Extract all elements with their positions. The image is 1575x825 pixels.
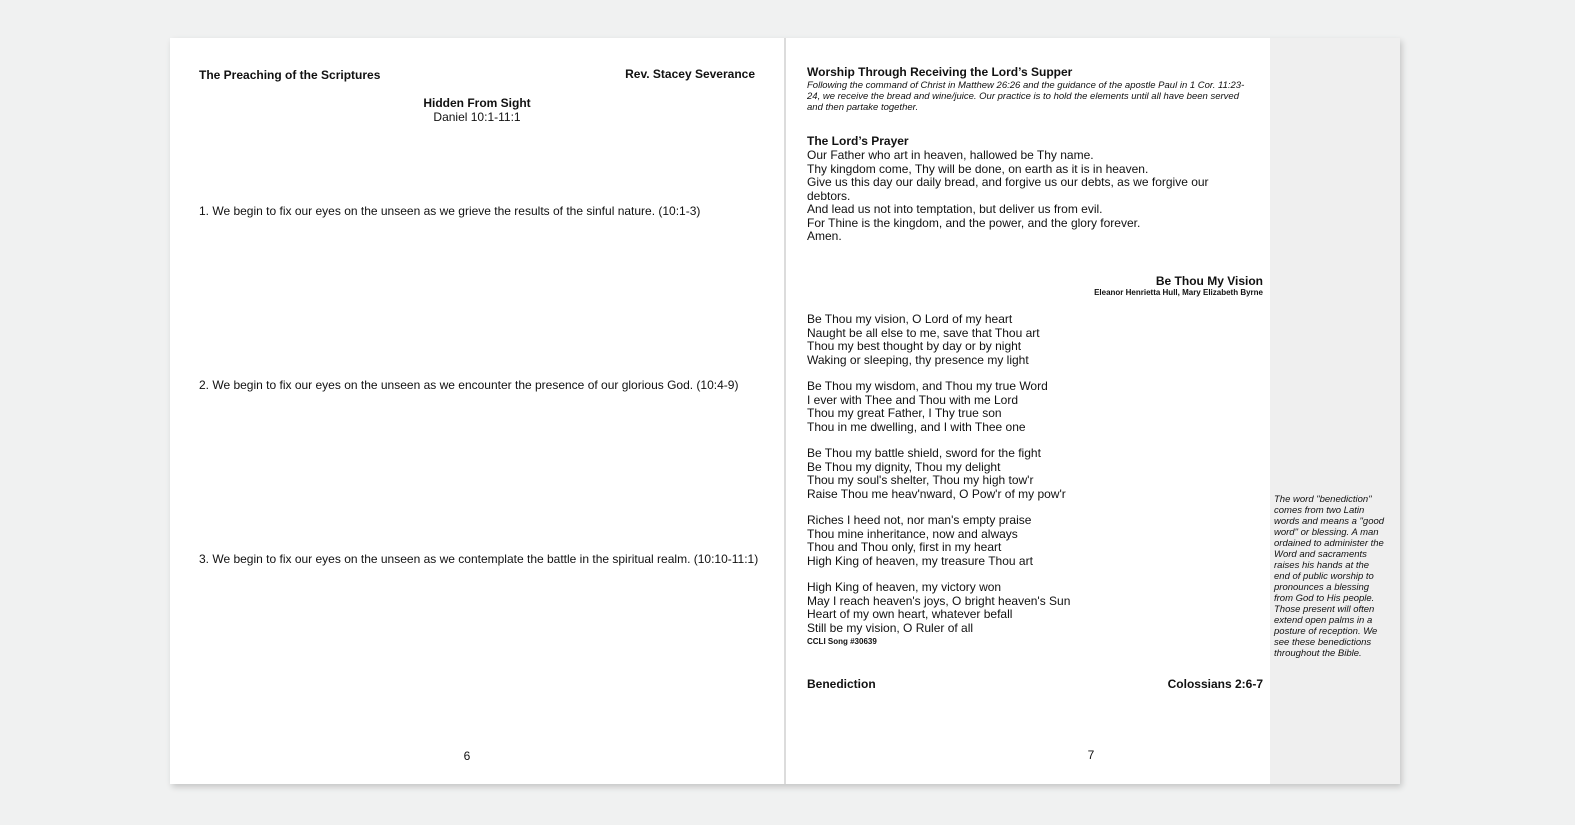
page-number: 7 (1087, 748, 1095, 762)
sermon-point: 3. We begin to fix our eyes on the unseen as we contemplate the battle in the spiritual realm. (10:10-11:1) (199, 552, 759, 566)
benediction-title: Benediction (807, 677, 876, 691)
sermon-point: 2. We begin to fix our eyes on the unseen as we encounter the presence of our glorious God. (10:4-9) (199, 378, 739, 392)
hymn-verse: Be Thou my wisdom, and Thou my true Word I ever with Thee and Thou with me Lord Thou my great Father, I Thy true son Thou in me dwelling, and I with Thee one (807, 379, 1048, 434)
prayer-text: Our Father who art in heaven, hallowed be Thy name. Thy kingdom come, Thy will be done, on earth as it is in heaven. Give us this day our daily bread, and forgive us our debts, as we forgive our debtors. And lead us not into temptation, but deliver us from evil. For Thine is the kingdom, and the power, and the glory forever. Amen. (807, 148, 1209, 243)
page-number: 6 (463, 749, 471, 763)
left-page (170, 38, 784, 784)
hymn-verse: Be Thou my vision, O Lord of my heart Naught be all else to me, save that Thou art Thou my best thought by day or by night Waking or sleeping, thy presence my light (807, 312, 1040, 367)
hymn-title: Be Thou My Vision (1155, 274, 1263, 288)
ccli-number: CCLI Song #30639 (807, 637, 877, 646)
prayer-title: The Lord’s Prayer (807, 134, 909, 148)
right-page (786, 38, 1270, 784)
hymn-verse: Riches I heed not, nor man's empty praise Thou mine inheritance, now and always Thou and Thou only, first in my heart High King of heaven, my treasure Thou art (807, 513, 1033, 568)
supper-title: Worship Through Receiving the Lord’s Supper (807, 65, 1073, 79)
benediction-scripture: Colossians 2:6-7 (1167, 677, 1263, 691)
sermon-title: Hidden From Sight (423, 96, 531, 110)
preacher-name: Rev. Stacey Severance (625, 67, 755, 81)
supper-description: Following the command of Christ in Matthew 26:26 and the guidance of the apostle Paul in 1 Cor. 11:23-24, we receive the bread and wine/juice. Our practice is to hold the elements until all have been served and then partake together. (807, 80, 1245, 113)
hymn-verse: High King of heaven, my victory won May I reach heaven's joys, O bright heaven's Sun Heart of my own heart, whatever befall Still be my vision, O Ruler of all (807, 580, 1071, 635)
bulletin-spread (170, 38, 1400, 784)
sermon-point: 1. We begin to fix our eyes on the unseen as we grieve the results of the sinful nature. (10:1-3) (199, 204, 701, 218)
section-title: The Preaching of the Scriptures (199, 68, 381, 82)
hymn-authors: Eleanor Henrietta Hull, Mary Elizabeth Byrne (1094, 288, 1263, 297)
sidebar-note: The word "benediction" comes from two Latin words and means a "good word" or blessing. A man ordained to administer the Word and sacraments raises his hands at the end of public worship to pronounces a blessing from God to His people. Those present will often extend open palms in a posture of reception. We see these benedictions throughout the Bible. (1274, 494, 1385, 659)
hymn-verse: Be Thou my battle shield, sword for the fight Be Thou my dignity, Thou my delight Thou my soul's shelter, Thou my high tow'r Raise Thou me heav'nward, O Pow'r of my pow'r (807, 446, 1066, 501)
sidebar-panel (1270, 38, 1400, 784)
sermon-scripture: Daniel 10:1-11:1 (433, 110, 521, 124)
